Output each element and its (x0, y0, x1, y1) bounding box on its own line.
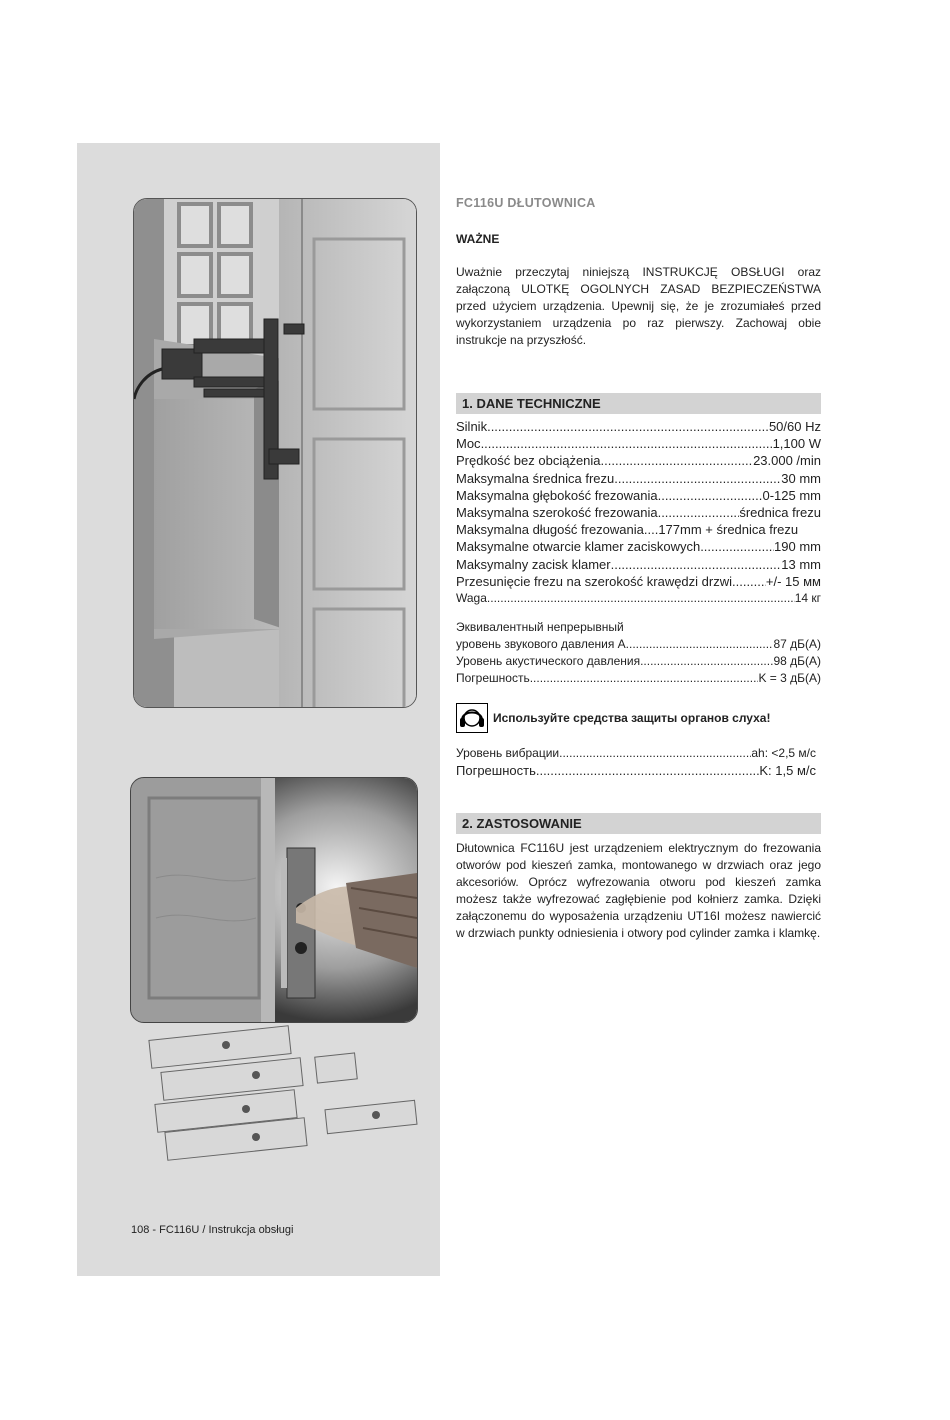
vibration-row: Погрешность ..... K: 1,5 м/с (456, 762, 816, 779)
mortiser-on-door-photo (133, 198, 417, 708)
noise-row: Уровень акустического давления ..... 98 дБ(А) (456, 653, 821, 670)
spec-row: Maksymalna średnica frezu ..... 30 mm (456, 470, 821, 487)
section-application-heading: 2. ZASTOSOWANIE (456, 813, 821, 834)
spec-row: Maksymalna głębokość frezowania ..... 0-125 mm (456, 487, 821, 504)
ear-protection-icon (456, 703, 488, 733)
spec-list (456, 418, 821, 607)
page-footer: 108 - FC116U / Instrukcja obsługi (131, 1224, 294, 1236)
vibration-list (456, 745, 816, 779)
section-technical-data-heading: 1. DANE TECHNICZNE (456, 393, 821, 414)
noise-intro: Эквивалентный непрерывный (456, 620, 624, 635)
spec-row: Waga ..... 14 кг (456, 590, 821, 607)
spec-row: Prędkość bez obciążenia ..... 23.000 /min (456, 452, 821, 469)
content-column (456, 190, 821, 942)
spec-row: Maksymalna długość frezowania ....177mm + średnica frezu (456, 522, 799, 538)
spec-row: Silnik ..... 50/60 Hz (456, 418, 821, 435)
noise-list (456, 636, 821, 687)
intro-paragraph: Uważnie przeczytaj niniejszą INSTRUKCJĘ OBSŁUGI oraz załączoną ULOTKĘ OGOLNYCH ZASAD BEZPIECZEŃSTWA przed użyciem urządzenia. Upewnij się, że je zrozumiałeś przed wykorzystaniem urządzenia po raz pierwszy. Zachowaj obie instrukcje na przyszłość. (456, 265, 821, 347)
important-heading: WAŻNE (456, 232, 500, 246)
document-title: FC116U DŁUTOWNICA (456, 196, 596, 210)
noise-row: Погрешность ..... K = 3 дБ(А) (456, 670, 821, 687)
warning-text: Используйте средства защиты органов слуха! (493, 711, 771, 726)
noise-row: уровень звукового давления A ..... 87 дБ(А) (456, 636, 821, 653)
mortise-locks-photo (136, 1025, 422, 1165)
hearing-warning (456, 703, 821, 733)
spec-row: Moc ..... 1,100 W (456, 435, 821, 452)
spec-row: Przesunięcie frezu na szerokość krawędzi drzwi ..... +/- 15 мм (456, 573, 821, 590)
application-paragraph: Dłutownica FC116U jest urządzeniem elektrycznym do frezowania otworów pod kieszeń zamka, montowanego w drzwiach oraz jego akcesoriów. Oprócz wyfrezowania otworu pod kieszeń zamka możesz także wyfrezować zagłębienie pod kołnierz zamka. Dzięki załączonemu do wyposażenia urządzeniu UT16I możesz nawiercić w drzwiach punkty odniesienia i otwory pod cylinder zamka i klamkę. (456, 841, 821, 941)
spec-row: Maksymalne otwarcie klamer zaciskowych ..... 190 mm (456, 538, 821, 555)
spec-row: Maksymalna szerokość frezowania ..... średnica frezu (456, 504, 821, 521)
spec-row: Maksymalny zacisk klamer ..... 13 mm (456, 556, 821, 573)
lock-installation-photo (130, 777, 418, 1023)
vibration-row: Уровень вибрации ..... ah: <2,5 м/с (456, 745, 816, 762)
